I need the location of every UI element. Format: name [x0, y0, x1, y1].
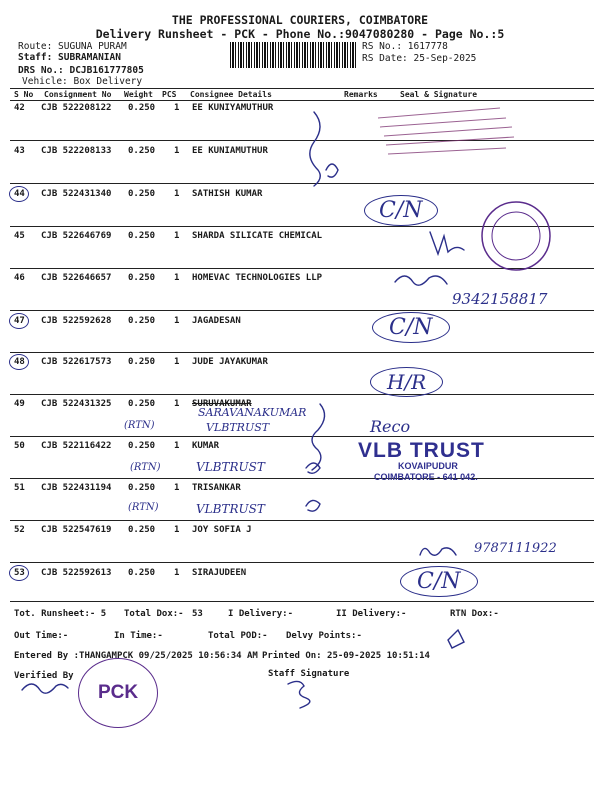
- handwritten-rtn: (RTN): [130, 462, 161, 473]
- out-time-label: Out Time:-: [14, 631, 69, 641]
- row-consignee: JUDE JAYAKUMAR: [192, 357, 268, 367]
- handwritten-phone: 9787111922: [474, 541, 557, 556]
- row-sno: 49: [14, 399, 25, 409]
- handwritten-rtn: (RTN): [128, 502, 159, 513]
- row-consignee: SATHISH KUMAR: [192, 189, 263, 199]
- signature-mark: [448, 630, 464, 648]
- row-consignment-no: CJB 522208122: [41, 103, 112, 113]
- i-delivery-label: I Delivery:-: [228, 609, 294, 619]
- rs-no-label: RS No.: 1617778: [362, 41, 448, 52]
- tot-runsheet: Tot. Runsheet:- 5: [14, 609, 107, 619]
- runsheet-title: Delivery Runsheet - PCK - Phone No.:9047080280 - Page No.:5: [95, 27, 505, 41]
- tamil-seal-stamp: [378, 108, 514, 154]
- row-circle-mark: [9, 354, 29, 370]
- col-remarks: Remarks: [344, 90, 378, 99]
- row-consignee: JOY SOFIA J: [192, 525, 252, 535]
- table-bottom-rule: [10, 601, 594, 602]
- rs-date-label: RS Date: 25-Sep-2025: [362, 53, 477, 64]
- col-weight: Weight: [124, 90, 153, 99]
- row-weight: 0.250: [128, 146, 156, 156]
- signature-mark: [326, 164, 338, 177]
- header-rule-top: [10, 88, 594, 89]
- row-weight: 0.250: [128, 441, 156, 451]
- row-consignment-no: CJB 522431325: [41, 399, 112, 409]
- row-divider: [10, 478, 594, 479]
- row-consignment-no: CJB 522208133: [41, 146, 112, 156]
- signature-brace: [312, 404, 325, 470]
- barcode: [230, 42, 358, 68]
- route-label: Route: SUGUNA PURAM: [18, 41, 127, 52]
- row-pcs: 1: [174, 357, 180, 367]
- row-consignee: EE KUNIYAMUTHUR: [192, 103, 274, 113]
- handwritten-cn: C/N: [400, 566, 478, 597]
- vehicle-label: Vehicle: Box Delivery: [22, 76, 143, 87]
- row-weight: 0.250: [128, 357, 156, 367]
- total-dox-label: Total Dox:-: [124, 609, 184, 619]
- signature-scribble: [430, 232, 464, 254]
- row-consignment-no: CJB 522116422: [41, 441, 112, 451]
- row-weight: 0.250: [128, 316, 156, 326]
- row-divider: [10, 436, 594, 437]
- row-sno: 50: [14, 441, 25, 451]
- row-consignment-no: CJB 522617573: [41, 357, 112, 367]
- row-sno: 42: [14, 103, 25, 113]
- handwritten-name: SARAVANAKUMAR: [198, 406, 307, 419]
- row-weight: 0.250: [128, 483, 156, 493]
- row-circle-mark: [9, 565, 29, 581]
- row-weight: 0.250: [128, 189, 156, 199]
- row-weight: 0.250: [128, 231, 156, 241]
- row-divider: [10, 394, 594, 395]
- round-seal: [482, 202, 550, 270]
- row-consignment-no: CJB 522592613: [41, 568, 112, 578]
- printed-on: Printed On: 25-09-2025 10:51:14: [262, 651, 430, 661]
- row-consignee: EE KUNIAMUTHUR: [192, 146, 268, 156]
- vlb-stamp-line2: KOVAIPUDUR: [398, 461, 458, 471]
- row-circle-mark: [9, 186, 29, 202]
- rtn-dox-label: RTN Dox:-: [450, 609, 499, 619]
- handwritten-vlb: VLBTRUST: [196, 502, 265, 516]
- row-sno: 47: [14, 316, 25, 326]
- ii-delivery-label: II Delivery:-: [336, 609, 407, 619]
- handwritten-reco: Reco: [370, 417, 411, 436]
- header-rule-bottom: [10, 100, 594, 101]
- staff-label: Staff: SUBRAMANIAN: [18, 52, 121, 63]
- verified-signature: [22, 684, 68, 693]
- row-pcs: 1: [174, 525, 180, 535]
- row-consignee: SIRAJUDEEN: [192, 568, 247, 578]
- row-consignee: JAGADESAN: [192, 316, 241, 326]
- row-consignment-no: CJB 522547619: [41, 525, 112, 535]
- row-consignment-no: CJB 522431194: [41, 483, 112, 493]
- row-pcs: 1: [174, 483, 180, 493]
- row-weight: 0.250: [128, 273, 156, 283]
- delvy-points-label: Delvy Points:-: [286, 631, 362, 641]
- col-consignment: Consignment No: [44, 90, 112, 99]
- row-divider: [10, 520, 594, 521]
- round-seal-inner: [492, 212, 540, 260]
- row-divider: [10, 352, 594, 353]
- row-weight: 0.250: [128, 568, 156, 578]
- staff-signature-label: Staff Signature: [268, 669, 350, 679]
- col-consignee: Consignee Details: [190, 90, 272, 99]
- pck-stamp: PCK: [78, 658, 158, 728]
- row-consignee: SHARDA SILICATE CHEMICAL: [192, 231, 323, 241]
- row-pcs: 1: [174, 103, 180, 113]
- drs-label: DRS No.: DCJB161777805: [18, 65, 144, 76]
- company-title: THE PROFESSIONAL COURIERS, COIMBATORE: [171, 13, 429, 27]
- row-pcs: 1: [174, 568, 180, 578]
- signature-brace: [310, 112, 320, 186]
- handwritten-vlb: VLBTRUST: [196, 460, 265, 474]
- in-time-label: In Time:-: [114, 631, 163, 641]
- row-consignee: SURUVAKUMAR: [192, 399, 252, 409]
- row-sno: 51: [14, 483, 25, 493]
- row-consignment-no: CJB 522592628: [41, 316, 112, 326]
- entered-by: Entered By :THANGAMPCK 09/25/2025 10:56:34 AM: [14, 651, 258, 661]
- row-consignee: KUMAR: [192, 441, 220, 451]
- row-pcs: 1: [174, 441, 180, 451]
- row-weight: 0.250: [128, 399, 156, 409]
- row-consignee: TRISANKAR: [192, 483, 241, 493]
- row-consignment-no: CJB 522646657: [41, 273, 112, 283]
- row-consignee: HOMEVAC TECHNOLOGIES LLP: [192, 273, 323, 283]
- signature-scribble: [420, 548, 456, 555]
- row-sno: 43: [14, 146, 25, 156]
- row-divider: [10, 183, 594, 184]
- row-pcs: 1: [174, 273, 180, 283]
- row-circle-mark: [9, 313, 29, 329]
- row-sno: 53: [14, 568, 25, 578]
- row-sno: 52: [14, 525, 25, 535]
- row-pcs: 1: [174, 316, 180, 326]
- handwritten-phone: 9342158817: [452, 290, 548, 308]
- total-pod-label: Total POD:-: [208, 631, 268, 641]
- signature-scribble: [395, 276, 447, 285]
- signature-mark: [306, 463, 320, 473]
- handwritten-rtn: (RTN): [124, 420, 155, 431]
- total-dox-value: 53: [192, 609, 203, 619]
- col-seal-signature: Seal & Signature: [400, 90, 478, 99]
- handwritten-cn: C/N: [364, 195, 438, 226]
- col-sno: S No: [14, 90, 34, 99]
- row-weight: 0.250: [128, 525, 156, 535]
- row-pcs: 1: [174, 146, 180, 156]
- row-pcs: 1: [174, 231, 180, 241]
- row-weight: 0.250: [128, 103, 156, 113]
- row-sno: 44: [14, 189, 25, 199]
- row-consignment-no: CJB 522646769: [41, 231, 112, 241]
- row-divider: [10, 562, 594, 563]
- vlb-trust-stamp: VLB TRUST: [358, 439, 485, 462]
- row-divider: [10, 226, 594, 227]
- handwritten-cn: C/N: [372, 312, 450, 343]
- row-consignment-no: CJB 522431340: [41, 189, 112, 199]
- handwritten-vlb: VLBTRUST: [206, 421, 270, 434]
- row-sno: 48: [14, 357, 25, 367]
- row-divider: [10, 140, 594, 141]
- row-sno: 45: [14, 231, 25, 241]
- row-divider: [10, 268, 594, 269]
- signature-mark: [306, 500, 320, 511]
- row-pcs: 1: [174, 399, 180, 409]
- handwritten-hr: H/R: [370, 367, 443, 397]
- col-pcs: PCS: [162, 90, 177, 99]
- row-divider: [10, 310, 594, 311]
- row-sno: 46: [14, 273, 25, 283]
- vlb-stamp-line3: COIMBATORE - 641 042.: [374, 472, 478, 482]
- verified-by-label: Verified By: [14, 671, 74, 681]
- row-pcs: 1: [174, 189, 180, 199]
- staff-signature: [288, 681, 310, 708]
